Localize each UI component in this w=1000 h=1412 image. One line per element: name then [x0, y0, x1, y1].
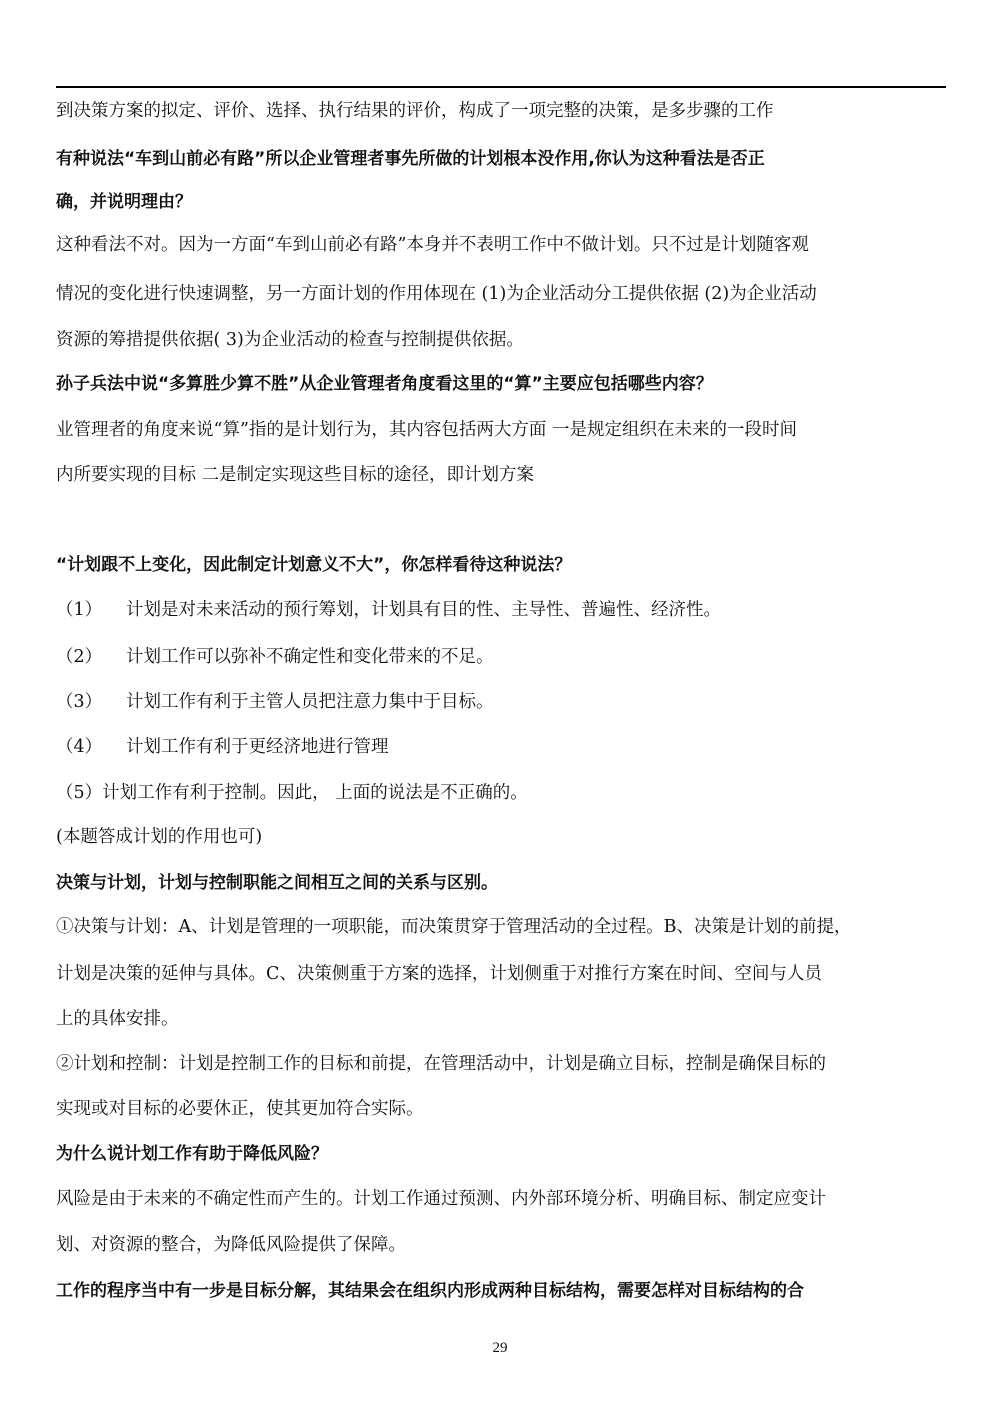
- list-number: （3）: [56, 692, 103, 712]
- page-number: 29: [492, 1340, 508, 1356]
- text-line: 业管理者的角度来说“算”指的是计划行为，其内容包括两大方面 一是规定组织在未来的一段时间: [56, 420, 797, 440]
- text-line: 内所要实现的目标 二是制定实现这些目标的途径，即计划方案: [56, 465, 535, 485]
- list-text: 计划工作有利于更经济地进行管理: [126, 737, 389, 757]
- text-line: ①决策与计划：A、计划是管理的一项职能，而决策贯穿于管理活动的全过程。B、决策是计划的前提，: [56, 917, 852, 937]
- text-line: 这种看法不对。因为一方面“车到山前必有路”本身并不表明工作中不做计划。只不过是计划随客观: [56, 235, 809, 255]
- list-number: （2）: [56, 647, 103, 667]
- list-item: [56, 645, 956, 669]
- text-line: 到决策方案的拟定、评价、选择、执行结果的评价，构成了一项完整的决策，是多步骤的工作: [56, 101, 774, 121]
- text-line: ②计划和控制：计划是控制工作的目标和前提，在管理活动中，计划是确立目标，控制是确保目标的: [56, 1054, 826, 1074]
- text-line: 上的具体安排。: [56, 1009, 179, 1029]
- question-heading: 确，并说明理由？: [56, 192, 192, 212]
- text-line: (本题答成计划的作用也可): [56, 827, 263, 847]
- question-heading: 为什么说计划工作有助于降低风险？: [56, 1144, 328, 1164]
- text-line: 计划是决策的延伸与具体。C、决策侧重于方案的选择，计划侧重于对推行方案在时间、空间与人员: [56, 964, 822, 984]
- question-heading: 孙子兵法中说“多算胜少算不胜”从企业管理者角度看这里的“算”主要应包括哪些内容？: [56, 374, 713, 394]
- question-heading: 有种说法“车到山前必有路”所以企业管理者事先所做的计划根本没作用,你认为这种看法是否正: [56, 149, 765, 169]
- list-item: [56, 735, 956, 759]
- list-text: 计划工作可以弥补不确定性和变化带来的不足。: [126, 647, 494, 667]
- question-heading: 工作的程序当中有一步是目标分解，其结果会在组织内形成两种目标结构，需要怎样对目标结构的合: [56, 1281, 804, 1301]
- list-text: 计划是对未来活动的预行筹划，计划具有目的性、主导性、普遍性、经济性。: [126, 600, 721, 620]
- list-item: [56, 690, 956, 714]
- list-number: （1）: [56, 600, 103, 620]
- list-number: （4）: [56, 737, 103, 757]
- list-item: [56, 598, 956, 622]
- list-text: 计划工作有利于主管人员把注意力集中于目标。: [126, 692, 494, 712]
- question-heading: “计划跟不上变化，因此制定计划意义不大”，你怎样看待这种说法？: [56, 555, 572, 575]
- text-line: 划、对资源的整合，为降低风险提供了保障。: [56, 1235, 406, 1255]
- text-line: 实现或对目标的必要休正，使其更加符合实际。: [56, 1099, 424, 1119]
- text-line: 情况的变化进行快速调整，另一方面计划的作用体现在 (1)为企业活动分工提供依据 (2)为企业活动: [56, 284, 817, 304]
- text-line: （5）计划工作有利于控制。因此， 上面的说法是不正确的。: [56, 783, 528, 803]
- text-line: 风险是由于未来的不确定性而产生的。计划工作通过预测、内外部环境分析、明确目标、制定应变计: [56, 1189, 826, 1209]
- text-line: 资源的筹措提供依据( 3)为企业活动的检查与控制提供依据。: [56, 330, 524, 350]
- question-heading: 决策与计划，计划与控制职能之间相互之间的关系与区别。: [56, 873, 498, 893]
- header-rule: [56, 86, 946, 88]
